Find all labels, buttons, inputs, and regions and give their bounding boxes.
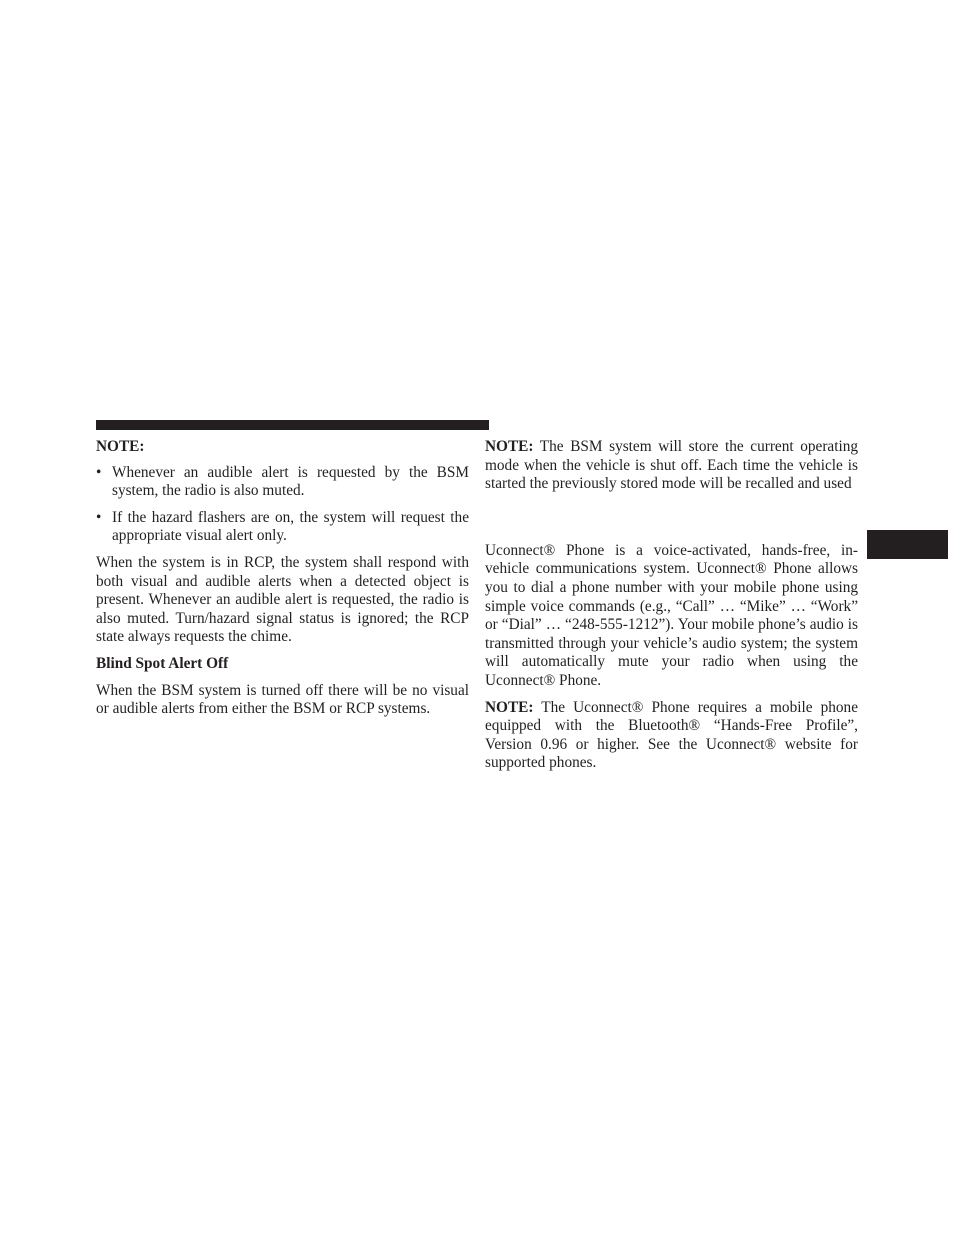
uconnect-paragraph: Uconnect® Phone is a voice-activated, hands-free, in-vehicle communications system. Uconnect® Phone allows you to dial a phone number with your mobile phone using simple voice commands (e.g., “Call” … “Mike” … “Work” or “Dial” … “248-555-1212”). Your mobile phone’s audio is transmitted through your vehicle’s audio system; the system will automatically mute your radio when using the Uconnect® Phone. [485, 541, 858, 689]
bullet-text: If the hazard flashers are on, the system will request the appropriate visual alert only. [112, 508, 469, 545]
note-text: The Uconnect® Phone requires a mobile phone equipped with the Bluetooth® “Hands-Free Profile”, Version 0.96 or higher. See the Uconnect® website for supported phones. [485, 698, 858, 772]
section-gap [485, 502, 858, 542]
bsm-note-paragraph [485, 438, 858, 494]
list-item [96, 509, 469, 546]
alert-off-paragraph: When the BSM system is turned off there will be no visual or audible alerts from either the BSM or RCP systems. [96, 681, 469, 718]
bullet-icon: • [96, 508, 102, 526]
note-text: The BSM system will store the current operating mode when the vehicle is shut off. Each time the vehicle is started the previously stored mode will be recalled and used [485, 438, 858, 493]
note-label: NOTE: [485, 438, 534, 455]
list-item [96, 464, 469, 501]
section-top-rule [96, 420, 489, 430]
note-label: NOTE: [485, 698, 534, 716]
section-subheading: Blind Spot Alert Off [96, 654, 229, 672]
right-column [485, 438, 858, 781]
bullet-text: Whenever an audible alert is requested by the BSM system, the radio is also muted. [112, 463, 469, 500]
uconnect-note-paragraph [485, 699, 858, 773]
left-column [96, 438, 469, 727]
bullet-icon: • [96, 463, 102, 481]
note-bullet-list [96, 464, 469, 546]
chapter-side-tab [867, 530, 948, 559]
rcp-paragraph: When the system is in RCP, the system shall respond with both visual and audible alerts when a detected object is present. Whenever an audible alert is requested, the radio is also muted. Turn/hazard signal status is ignored; the RCP state always requests the chime. [96, 553, 469, 646]
note-heading: NOTE: [96, 438, 145, 455]
